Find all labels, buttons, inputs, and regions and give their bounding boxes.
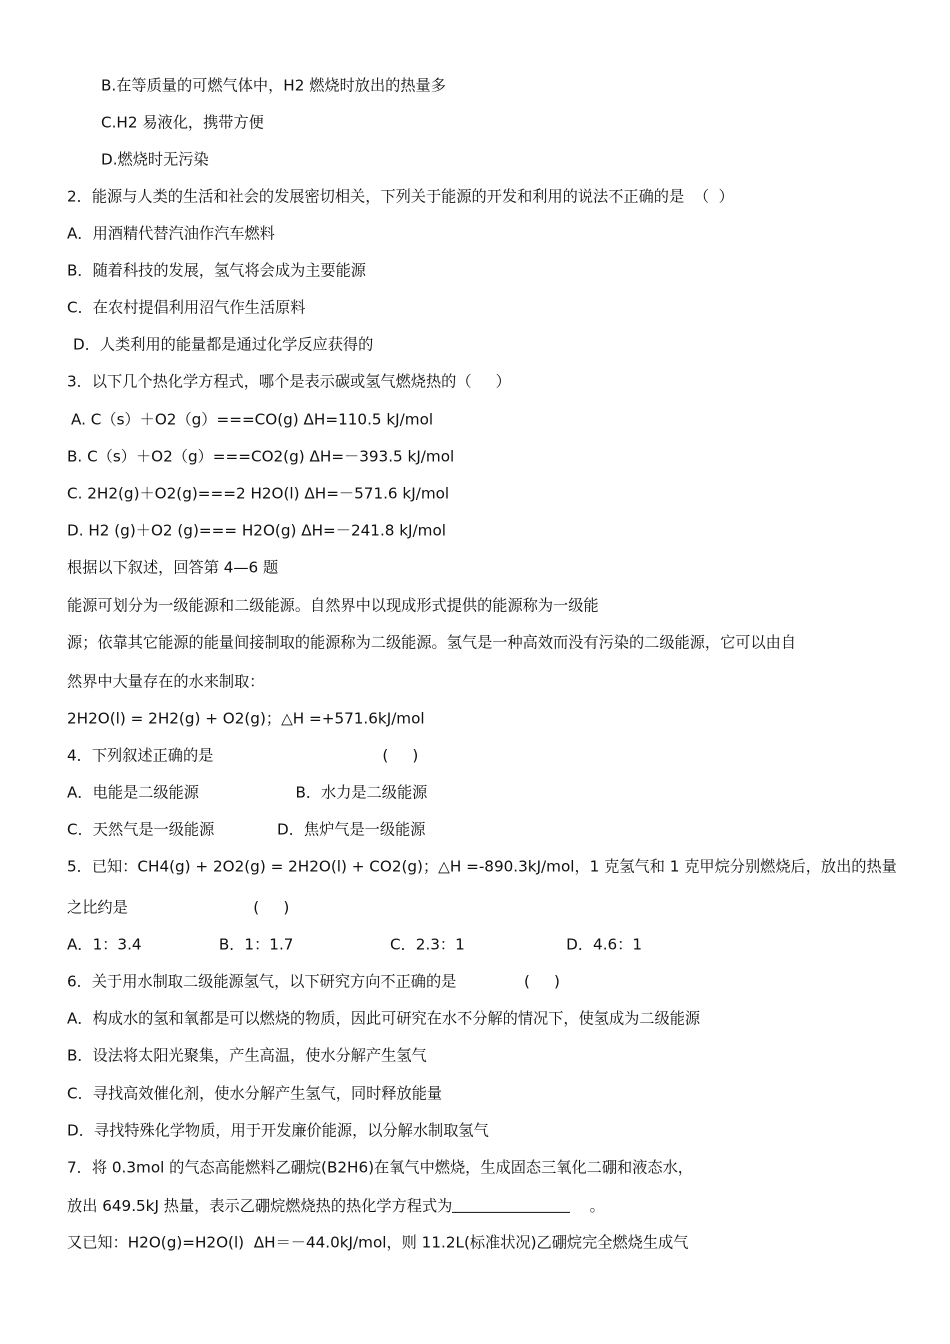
- q3-option-d: D. H2 (g)＋O2 (g)=== H2O(g) ΔH=－241.8 kJ/mol: [67, 521, 446, 540]
- q3-option-b: B. C（s）＋O2（g）===CO2(g) ΔH=－393.5 kJ/mol: [67, 447, 455, 466]
- question-6: 6．关于用水制取二级能源氢气，以下研究方向不正确的是 ( ): [67, 972, 560, 991]
- option-b-line: B.在等质量的可燃气体中，H2 燃烧时放出的热量多: [101, 76, 446, 95]
- q4-options-ab: A．电能是二级能源 B．水力是二级能源: [67, 783, 428, 802]
- q4-options-cd: C．天然气是一级能源 D．焦炉气是一级能源: [67, 820, 426, 839]
- q7-end: 。: [570, 1196, 605, 1215]
- passage-line-1: 能源可划分为一级能源和二级能源。自然界中以现成形式提供的能源称为一级能: [67, 596, 599, 615]
- answer-blank: [452, 1198, 570, 1213]
- q6-option-c: C．寻找高效催化剂，使水分解产生氢气，同时释放能量: [67, 1084, 443, 1103]
- question-2: 2．能源与人类的生活和社会的发展密切相关，下列关于能源的开发和利用的说法不正确的是 （ ）: [67, 187, 734, 206]
- question-7-line-2: [67, 1198, 605, 1214]
- q2-option-d: D．人类利用的能量都是通过化学反应获得的: [73, 335, 374, 354]
- q5-options: A．1：3.4 B．1：1.7 C．2.3：1 D．4.6：1: [67, 935, 643, 954]
- option-c-line: C.H2 易液化，携带方便: [101, 113, 264, 132]
- q6-option-d: D．寻找特殊化学物质，用于开发廉价能源，以分解水制取氢气: [67, 1121, 489, 1140]
- passage-line-2: 源；依靠其它能源的能量间接制取的能源称为二级能源。氢气是一种高效而没有污染的二级能源，它可以由自: [67, 633, 796, 652]
- question-4: 4．下列叙述正确的是 ( ): [67, 746, 419, 765]
- q7-text: 放出 649.5kJ 热量，表示乙硼烷燃烧热的热化学方程式为: [67, 1196, 453, 1215]
- option-d-line: D.燃烧时无污染: [101, 150, 209, 169]
- q2-option-c: C．在农村提倡利用沼气作生活原料: [67, 298, 306, 317]
- passage-line-3: 然界中大量存在的水来制取：: [67, 672, 265, 691]
- passage-intro: 根据以下叙述，回答第 4—6 题: [67, 558, 279, 577]
- q2-option-b: B．随着科技的发展，氢气将会成为主要能源: [67, 261, 366, 280]
- question-5: 5．已知：CH4(g) + 2O2(g) = 2H2O(l) + CO2(g)；△H =-890.3kJ/mol，1 克氢气和 1 克甲烷分别燃烧后，放出的热量: [67, 857, 897, 876]
- q2-option-a: A．用酒精代替汽油作汽车燃料: [67, 224, 275, 243]
- q3-option-c: C. 2H2(g)＋O2(g)===2 H2O(l) ΔH=－571.6 kJ/mol: [67, 484, 450, 503]
- q6-option-b: B．设法将太阳光聚集，产生高温，使水分解产生氢气: [67, 1046, 427, 1065]
- question-7-line-3: 又已知：H2O(g)=H2O(l) ΔH＝－44.0kJ/mol，则 11.2L(标准状况)乙硼烷完全燃烧生成气: [67, 1233, 689, 1252]
- passage-equation: 2H2O(l) = 2H2(g) + O2(g)；△H =+571.6kJ/mol: [67, 709, 425, 728]
- question-7: 7．将 0.3mol 的气态高能燃料乙硼烷(B2H6)在氧气中燃烧，生成固态三氧化二硼和液态水，: [67, 1158, 693, 1177]
- question-5-cont: 之比约是 ( ): [67, 898, 290, 917]
- q6-option-a: A．构成水的氢和氧都是可以燃烧的物质，因此可研究在水不分解的情况下，使氢成为二级能源: [67, 1009, 701, 1028]
- q3-option-a: A. C（s）＋O2（g）===CO(g) ΔH=110.5 kJ/mol: [71, 410, 434, 429]
- question-3: 3．以下几个热化学方程式，哪个是表示碳或氢气燃烧热的（ ）: [67, 372, 511, 391]
